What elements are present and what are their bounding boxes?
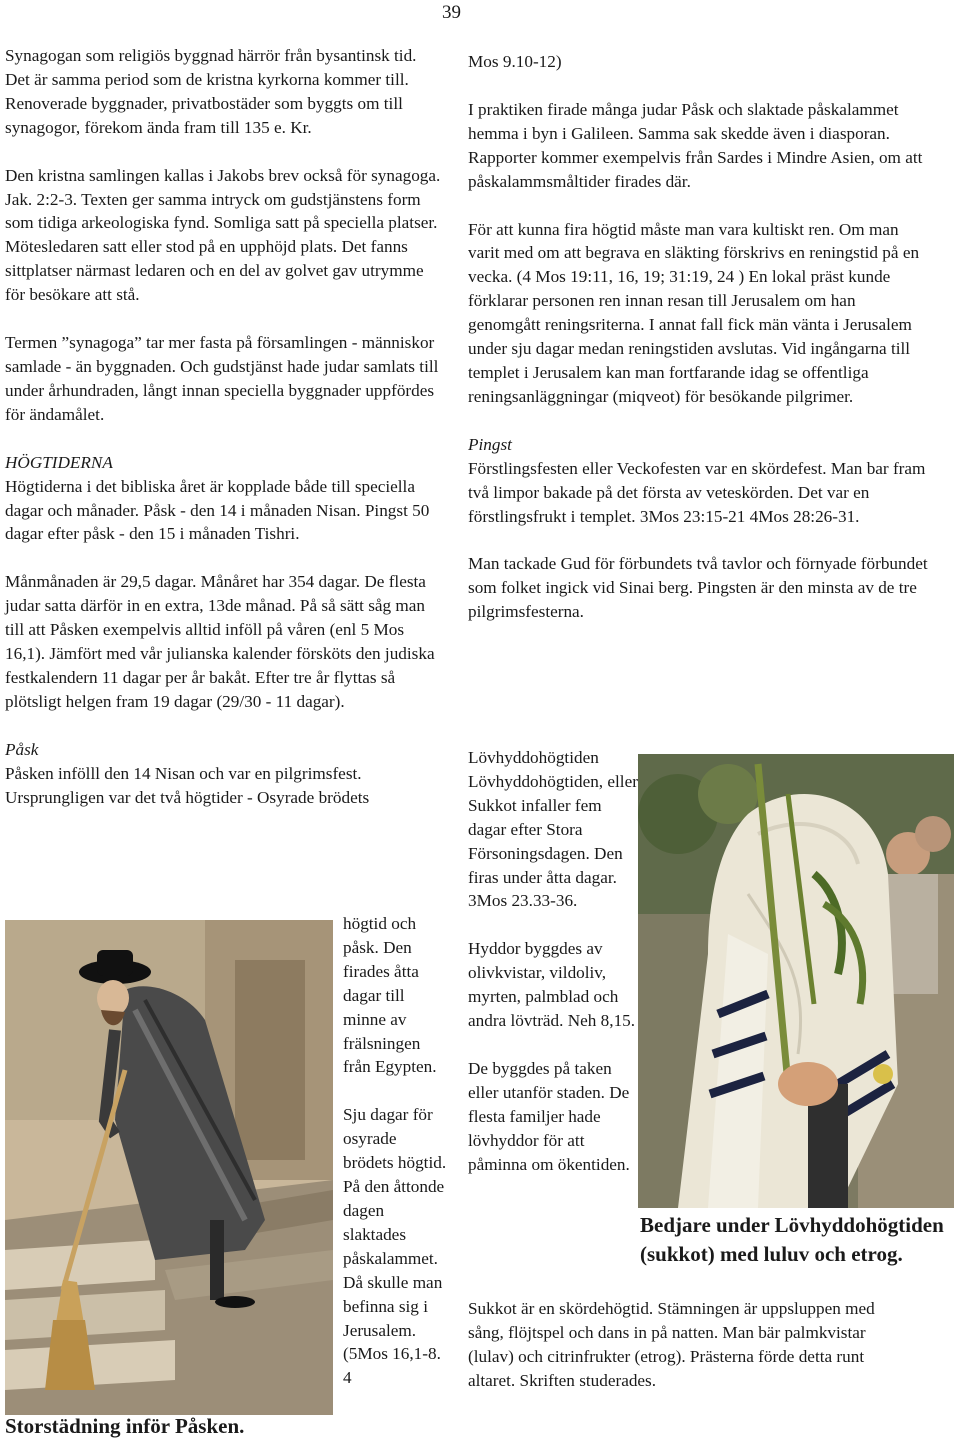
mos-ref-paragraph: Mos 9.10-12) [468,52,562,71]
sukkot-paragraph-wrap [468,1297,908,1393]
pingst-section [468,433,928,529]
sweeping-photo-caption: Storstädning inför Påsken. [5,1414,245,1438]
jakobs-brev-paragraph: Den kristna samlingen kallas i Jakobs brev också för synagoga. Jak. 2:2-3. Texten ger samma intryck om gudstjänstens form som tidiga arkeologiska fynd. Somliga satt på speciella platser. Mötesledaren satt eller stod på en upphöjd plats. Det fanns sittplatser närmast ledaren och en del av golvet gav utrymme för besökare att stå. [5,165,441,305]
pask-section [5,738,445,810]
praktiken-paragraph: I praktiken firade många judar Påsk och slaktade påskalammet hemma i byn i Galileen. Samma sak skedde även i diasporan. Rapporter kommer exempelvis från Sardes i Mindre Asien, om att påskalammsmåltider firades där. [468,99,923,191]
hogtiderna-text: Högtiderna i det bibliska året är kopplade både till speciella dagar och månader. Påsk - den 14 i månaden Nisan. Pingst 50 dagar efter påsk - den 15 i månaden Tishri. [5,476,430,544]
lovhydd-section [468,746,638,913]
lovhydd-heading: Lövhyddohögtiden [468,748,599,767]
right-column [468,50,928,648]
hogtiderna-section [5,451,445,547]
synagoga-history-paragraph: Synagogan som religiös byggnad härrör från bysantinsk tid. Det är samma period som de kristna kyrkorna kommer till. Renoverade byggnader, privatbostäder som byggts om till synagogor, förekom ända fram till 135 e. Kr. [5,46,417,137]
pingst-heading: Pingst [468,434,512,454]
hogtiderna-heading: HÖGTIDERNA [5,452,113,472]
sweeping-photo-illustration [5,920,333,1415]
pask-narrow-text-2: Sju dagar för osyrade brödets högtid. På den åttonde dagen slaktades påskalammet. Då skulle man befinna sig i Jerusalem. (5Mos 16,1-8. 4 [343,1105,447,1388]
sweeping-photo [5,920,333,1415]
left-column [5,44,445,809]
synagoga-term-paragraph: Termen ”synagoga” tar mer fasta på församlingen - människor samlade - än byggnaden. Och gudstjänst hade judar samlats till under århundraden, långt innan speciella byggnader uppfördes för ändamålet. [5,333,439,424]
sukkot-paragraph: Sukkot är en skördehögtid. Stämningen är uppsluppen med sång, flöjtspel och dans in på natten. Man bär palmkvistar (lulav) och citrinfrukter (etrog). Prästerna förde detta runt altaret. Skriften studerades. [468,1299,875,1390]
lovhydd-narrow-column [468,746,638,1201]
manmanad-paragraph: Månmånaden är 29,5 dagar. Månåret har 354 dagar. De flesta judar satta därför in en extra, 13de månad. På så sätt såg man till att Påsken exempelvis alltid inföll på våren (enl 5 Mos 16,1). Jämfört med vår julianska kalender försköts den judiska festkalendern 11 dagar per år bakåt. Efter tre år flyttas så plötsligt helgen fram 19 dagar (29/30 - 11 dagar). [5,572,435,711]
sukkot-photo [638,754,954,1208]
forbundet-paragraph: Man tackade Gud för förbundets två tavlor och förnyade förbundet som folket ingick vid Sinai berg. Pingsten är den minsta av de tre pilgrimsfesterna. [468,554,928,622]
lovhydd-text: Lövhyddohögtiden, eller Sukkot infaller fem dagar efter Stora Försoningsdagen. Den firas under åtta dagar. 3Mos 23.33-36. [468,771,638,911]
kultiskt-ren-paragraph: För att kunna fira högtid måste man vara kultiskt ren. Om man varit med om att begrava en släkting förskrivs en reningstid på en vecka. (4 Mos 19:11, 16, 19; 31:19, 24 ) En lokal präst kunde förklarar personen ren innan resan till Jerusalem om han genomgått reningsriterna. I annat fall fick män vänta i Jerusalem under sju dagar medan reningstiden avslutas. Vid ingångarna till templet i Jerusalem kan man fortfarande idag se offentliga reningsanläggningar (miqveot) för besökande pilgrimer. [468,219,920,406]
hyddor-paragraph: Hyddor byggdes av olivkvistar, vildoliv, myrten, palmblad och andra lövträd. Neh 8,15. [468,939,636,1031]
pask-narrow-column [343,912,448,1414]
pask-narrow-text-1: högtid och påsk. Den firades åtta dagar till minne av frälsningen från Egypten. [343,914,437,1077]
pingst-text: Förstlingsfesten eller Veckofesten var en skördefest. Man bar fram två limpor bakade på det första av veteskörden. Det var en förstlingsfrukt i templet. 3Mos 23:15-21 4Mos 28:26-31. [468,458,926,526]
sukkot-photo-caption: Bedjare under Lövhyddohögtiden (sukkot) med luluv och etrog. [640,1213,944,1266]
page-number: 39 [442,2,461,23]
pask-heading: Påsk [5,739,39,759]
sukkot-photo-illustration [638,754,954,1208]
byggdes-paragraph: De byggdes på taken eller utanför staden. De flesta familjer hade lövhyddor för att påminna om ökentiden. [468,1058,630,1174]
pask-text: Påsken infölll den 14 Nisan och var en pilgrimsfest. Ursprungligen var det två högtider - Osyrade brödets [5,763,370,807]
